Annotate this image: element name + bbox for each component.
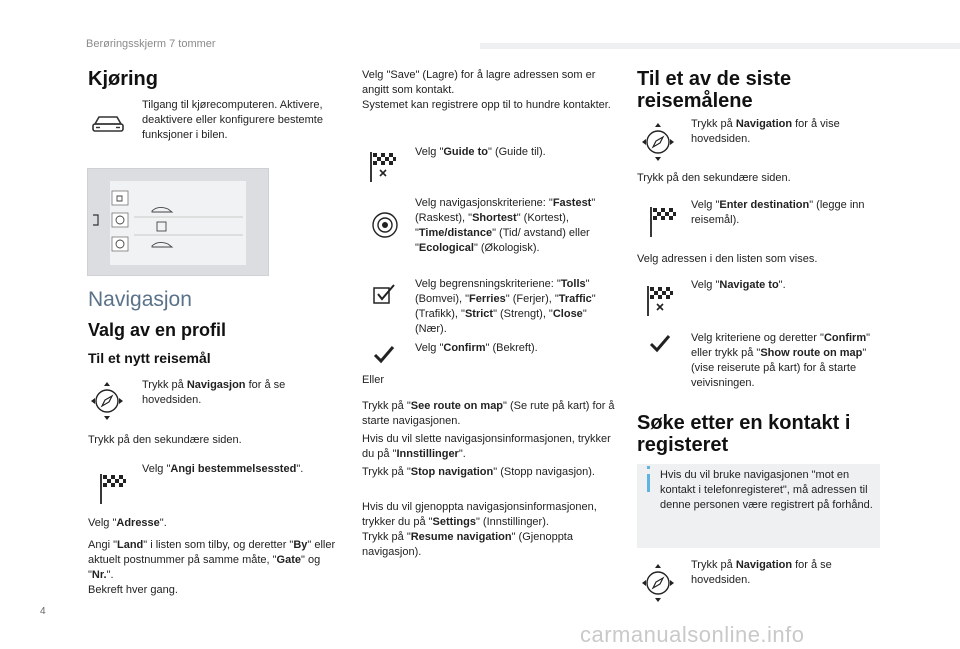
velg-adresse-text: Velg "Adresse".	[88, 517, 167, 529]
navigation-compass-icon-3	[641, 561, 675, 605]
slette-text: Hvis du vil slette navigasjonsinformasjonen, trykker du på "Innstillinger".	[362, 433, 611, 460]
info-note	[637, 464, 880, 548]
criteria-target-icon	[370, 210, 400, 240]
running-header: Berøringsskjerm 7 tommer	[86, 38, 216, 50]
driving-screen-illustration	[87, 168, 269, 276]
gjenoppta-text: Hvis du vil gjenoppta navigasjonsinformasjonen, trykker du på "Settings" (Innstillinger). Trykk på "Resume navigation" (Gjenoppta navigasjon).	[362, 501, 597, 558]
see-route-text: Trykk på "See route on map" (Se rute på kart) for å starte navigasjonen.	[362, 400, 615, 427]
show-route-text: Velg kriteriene og deretter "Confirm" eller trykk på "Show route on map" (vise reiserute på kart) for å starte veivisningen.	[691, 332, 871, 389]
navigate-to-flag-icon	[645, 284, 675, 318]
kjoring-text: Tilgang til kjørecomputeren. Aktivere, deaktivere eller konfigurere bestemte funksjoner i bilen.	[142, 99, 323, 141]
guide-to-text: Velg "Guide to" (Guide til).	[415, 146, 546, 158]
check-icon-2	[648, 333, 672, 355]
check-icon	[372, 344, 396, 366]
navigation-compass-icon-2	[641, 120, 675, 164]
eller-text: Eller	[362, 374, 385, 386]
angi-dest-text: Velg "Angi bestemmelsessted".	[142, 463, 304, 475]
checkbox-icon	[372, 282, 398, 306]
car-icon	[90, 112, 126, 134]
nytt-reisemal-heading: Til et nytt reisemål	[88, 350, 211, 366]
navigasjonskriterier-text: Velg navigasjonskriteriene: "Fastest" (Raskest), "Shortest" (Kortest), "Time/distance" (Tid/ avstand) eller "Ecological" (Økologisk).	[415, 197, 596, 254]
valg-profil-heading: Valg av en profil	[88, 320, 227, 340]
trykk-navigation-text: Trykk på Navigation for å vise hovedsiden.	[691, 118, 840, 145]
save-text: Velg "Save" (Lagre) for å lagre adressen som er angitt som kontakt. Systemet kan registrere opp til to hundre kontakter.	[362, 69, 611, 111]
begrensningskriterier-text: Velg begrensningskriteriene: "Tolls" (Bomvei), "Ferries" (Ferjer), "Traffic" (Trafikk), "Strict" (Strengt), "Close" (Nær).	[415, 278, 596, 335]
navigate-to-text: Velg "Navigate to".	[691, 279, 786, 291]
info-note-text: Hvis du vil bruke navigasjonen "mot en kontakt i telefonregisteret", må adressen til denne personen være registrert på forhånd.	[660, 469, 873, 511]
enter-dest-flag-icon	[648, 205, 678, 239]
trykk-navigation-text-2: Trykk på Navigation for å se hovedsiden.	[691, 559, 832, 586]
confirm-text: Velg "Confirm" (Bekreft).	[415, 342, 538, 354]
checkered-flag-icon	[98, 472, 128, 506]
header-bar	[480, 43, 960, 49]
stop-nav-text: Trykk på "Stop navigation" (Stopp navigasjon).	[362, 466, 595, 478]
sekundaere-text-2: Trykk på den sekundære siden.	[637, 172, 791, 184]
trykk-navigasjon-text: Trykk på Navigasjon for å se hovedsiden.	[142, 379, 286, 406]
navigasjon-heading: Navigasjon	[88, 288, 192, 311]
watermark: carmanualsonline.info	[580, 622, 805, 647]
screen-icons	[88, 169, 268, 275]
sekundaere-text: Trykk på den sekundære siden.	[88, 434, 242, 446]
guide-flag-icon	[368, 150, 398, 184]
info-icon	[647, 474, 650, 492]
enter-destination-text: Velg "Enter destination" (legge inn reisemål).	[691, 199, 865, 226]
navigation-compass-icon	[90, 379, 124, 423]
info-icon-dot	[647, 466, 650, 469]
angi-land-text: Angi "Land" i listen som tilby, og deretter "By" eller aktuelt postnummer på samme måte, "Gate" og "Nr.". Bekreft hver gang.	[88, 539, 336, 596]
velg-adressen-text: Velg adressen i den listen som vises.	[637, 253, 818, 265]
kjoring-heading: Kjøring	[88, 68, 158, 90]
page-number: 4	[40, 606, 46, 617]
soke-kontakt-heading: Søke etter en kontakt i registeret	[637, 412, 851, 456]
siste-reisemal-heading: Til et av de siste reisemålene	[637, 68, 792, 112]
